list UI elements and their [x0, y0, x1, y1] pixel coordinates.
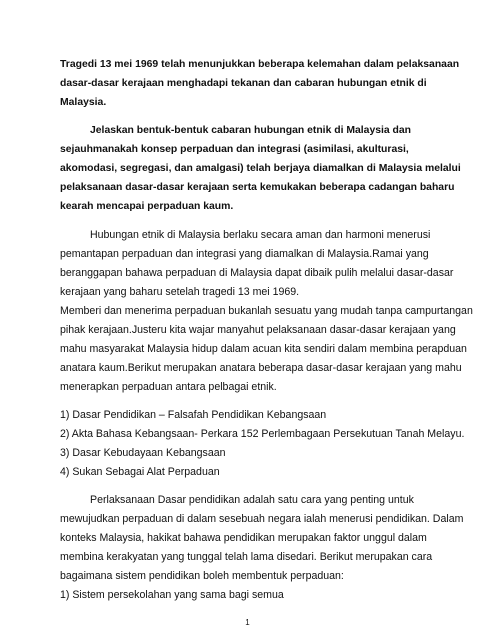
- question-line: dasar-dasar kerajaan menghadapi tekanan dan cabaran hubungan etnik di: [60, 78, 427, 89]
- list-item: 2) Akta Bahasa Kebangsaan- Perkara 152 Perlembagaan Persekutuan Tanah Melayu.: [60, 428, 465, 440]
- paragraph-line: menerapkan perpaduan antara pelbagai etnik.: [60, 381, 277, 393]
- instruction-line: Jelaskan bentuk-bentuk cabaran hubungan etnik di Malaysia dan: [90, 125, 412, 136]
- question-line: Tragedi 13 mei 1969 telah menunjukkan beberapa kelemahan dalam pelaksanaan: [60, 59, 460, 70]
- list-item: 1) Dasar Pendidikan – Falsafah Pendidikan Kebangsaan: [60, 409, 327, 421]
- paragraph-line: pihak kerajaan.Justeru kita wajar manyahut pelaksanaan dasar-dasar kerajaan yang: [60, 324, 456, 336]
- paragraph-line: anatara kaum.Berikut merupakan anatara beberapa dasar-dasar kerajaan yang mahu: [60, 362, 462, 374]
- instruction-line: pelaksanaan dasar-dasar kerajaan serta kemukakan beberapa cadangan baharu: [60, 182, 455, 193]
- instruction-line: kearah mencapai perpaduan kaum.: [60, 201, 234, 212]
- paragraph-line: pemantapan perpaduan dan integrasi yang diamalkan di Malaysia.Ramai yang: [60, 248, 429, 260]
- paragraph-line: Perlaksanaan Dasar pendidikan adalah satu cara yang penting untuk: [90, 494, 414, 506]
- paragraph-line: mahu masyarakat Malaysia hidup dalam acuan kita sendiri dalam membina perapduan: [60, 343, 467, 355]
- paragraph-line: mewujudkan perpaduan di dalam sesebuah negara ialah menerusi pendidikan. Dalam: [60, 513, 464, 525]
- paragraph-line: konteks Malaysia, hakikat bahawa pendidikan merupakan faktor unggul dalam: [60, 532, 427, 544]
- page-number: 1: [245, 618, 250, 627]
- paragraph-line: bagaimana sistem pendidikan boleh membentuk perpaduan:: [60, 570, 344, 582]
- paragraph-line: kerajaan yang baharu setelah tragedi 13 mei 1969.: [60, 286, 300, 298]
- paragraph-line: beranggapan bahawa perpaduan di Malaysia dapat dibaik pulih melalui dasar-dasar: [60, 267, 454, 279]
- list-item: 4) Sukan Sebagai Alat Perpaduan: [60, 466, 220, 478]
- list-item: 3) Dasar Kebudayaan Kebangsaan: [60, 447, 226, 459]
- question-line: Malaysia.: [60, 97, 107, 108]
- paragraph-line: Hubungan etnik di Malaysia berlaku secara aman dan harmoni menerusi: [90, 229, 431, 241]
- paragraph-line: membina kerakyatan yang tunggal telah lama disedari. Berikut merupakan cara: [60, 551, 433, 563]
- instruction-line: sejauhmanakah konsep perpaduan dan integrasi (asimilasi, akulturasi,: [60, 144, 409, 155]
- list-item: 1) Sistem persekolahan yang sama bagi semua: [60, 589, 284, 601]
- paragraph-line: Memberi dan menerima perpaduan bukanlah sesuatu yang mudah tanpa campurtangan: [60, 305, 473, 317]
- instruction-line: akomodasi, segregasi, dan amalgasi) telah berjaya diamalkan di Malaysia melalui: [60, 163, 461, 174]
